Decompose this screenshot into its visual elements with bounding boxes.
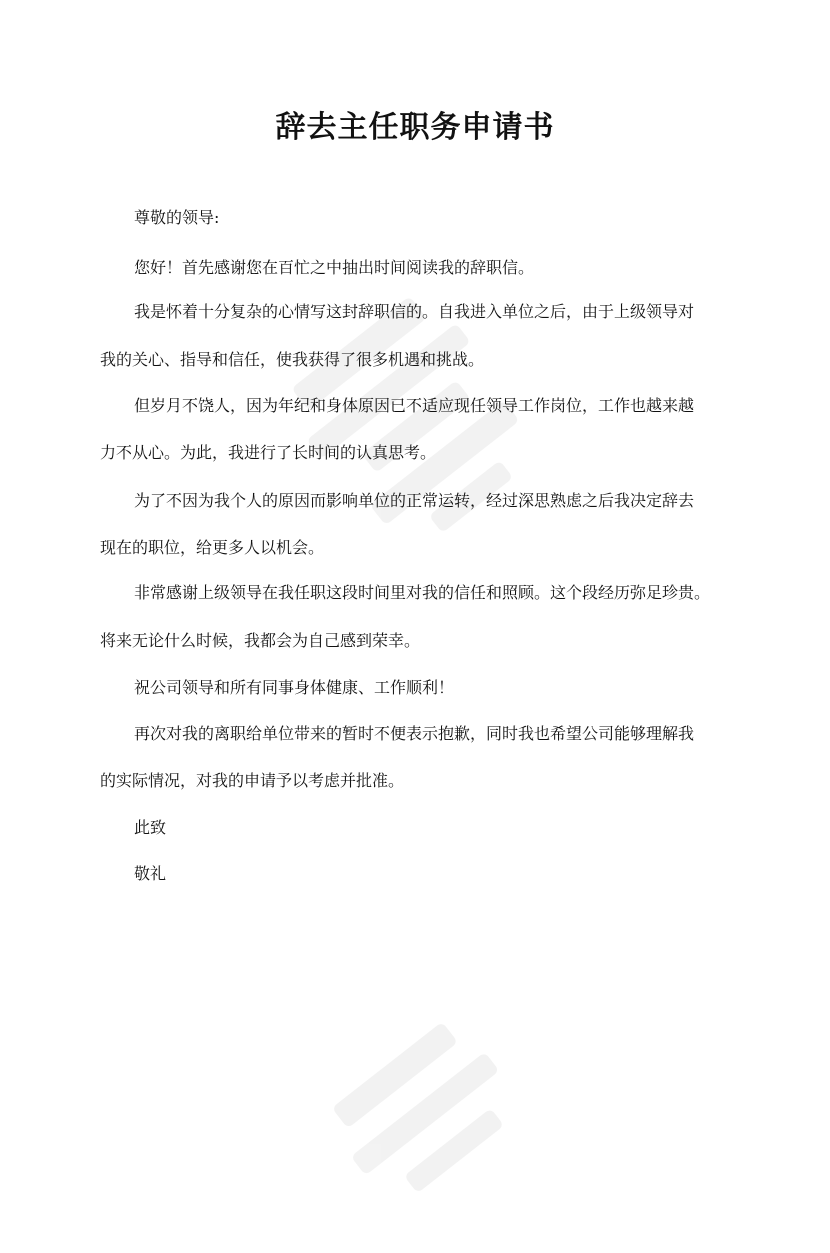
document-title: 辞去主任职务申请书	[275, 110, 555, 145]
paragraph-line: 我是怀着十分复杂的心情写这封辞职信的。自我进入单位之后，由于上级领导对	[134, 302, 695, 321]
paragraph-line: 您好！首先感谢您在百忙之中抽出时间阅读我的辞职信。	[134, 258, 535, 277]
paragraph-line: 但岁月不饶人，因为年纪和身体原因已不适应现任领导工作岗位，工作也越来越	[134, 396, 695, 415]
paragraph-line: 我的关心、指导和信任，使我获得了很多机遇和挑战。	[100, 350, 485, 369]
paragraph-line: 的实际情况，对我的申请予以考虑并批准。	[100, 771, 405, 790]
paragraph-line: 为了不因为我个人的原因而影响单位的正常运转，经过深思熟虑之后我决定辞去	[134, 491, 695, 510]
salutation: 尊敬的领导:	[134, 208, 220, 227]
paragraph-line: 力不从心。为此，我进行了长时间的认真思考。	[100, 443, 437, 462]
paragraph-line: 祝公司领导和所有同事身体健康、工作顺利！	[134, 678, 455, 697]
closing-line: 此致	[134, 818, 167, 837]
closing-line: 敬礼	[134, 864, 167, 883]
paragraph-line: 现在的职位，给更多人以机会。	[100, 538, 325, 557]
paragraph-line: 非常感谢上级领导在我任职这段时间里对我的信任和照顾。这个段经历弥足珍贵。	[134, 583, 711, 602]
watermark	[296, 988, 564, 1253]
paragraph-line: 再次对我的离职给单位带来的暂时不便表示抱歉，同时我也希望公司能够理解我	[134, 724, 695, 743]
paragraph-line: 将来无论什么时候，我都会为自己感到荣幸。	[100, 631, 421, 650]
